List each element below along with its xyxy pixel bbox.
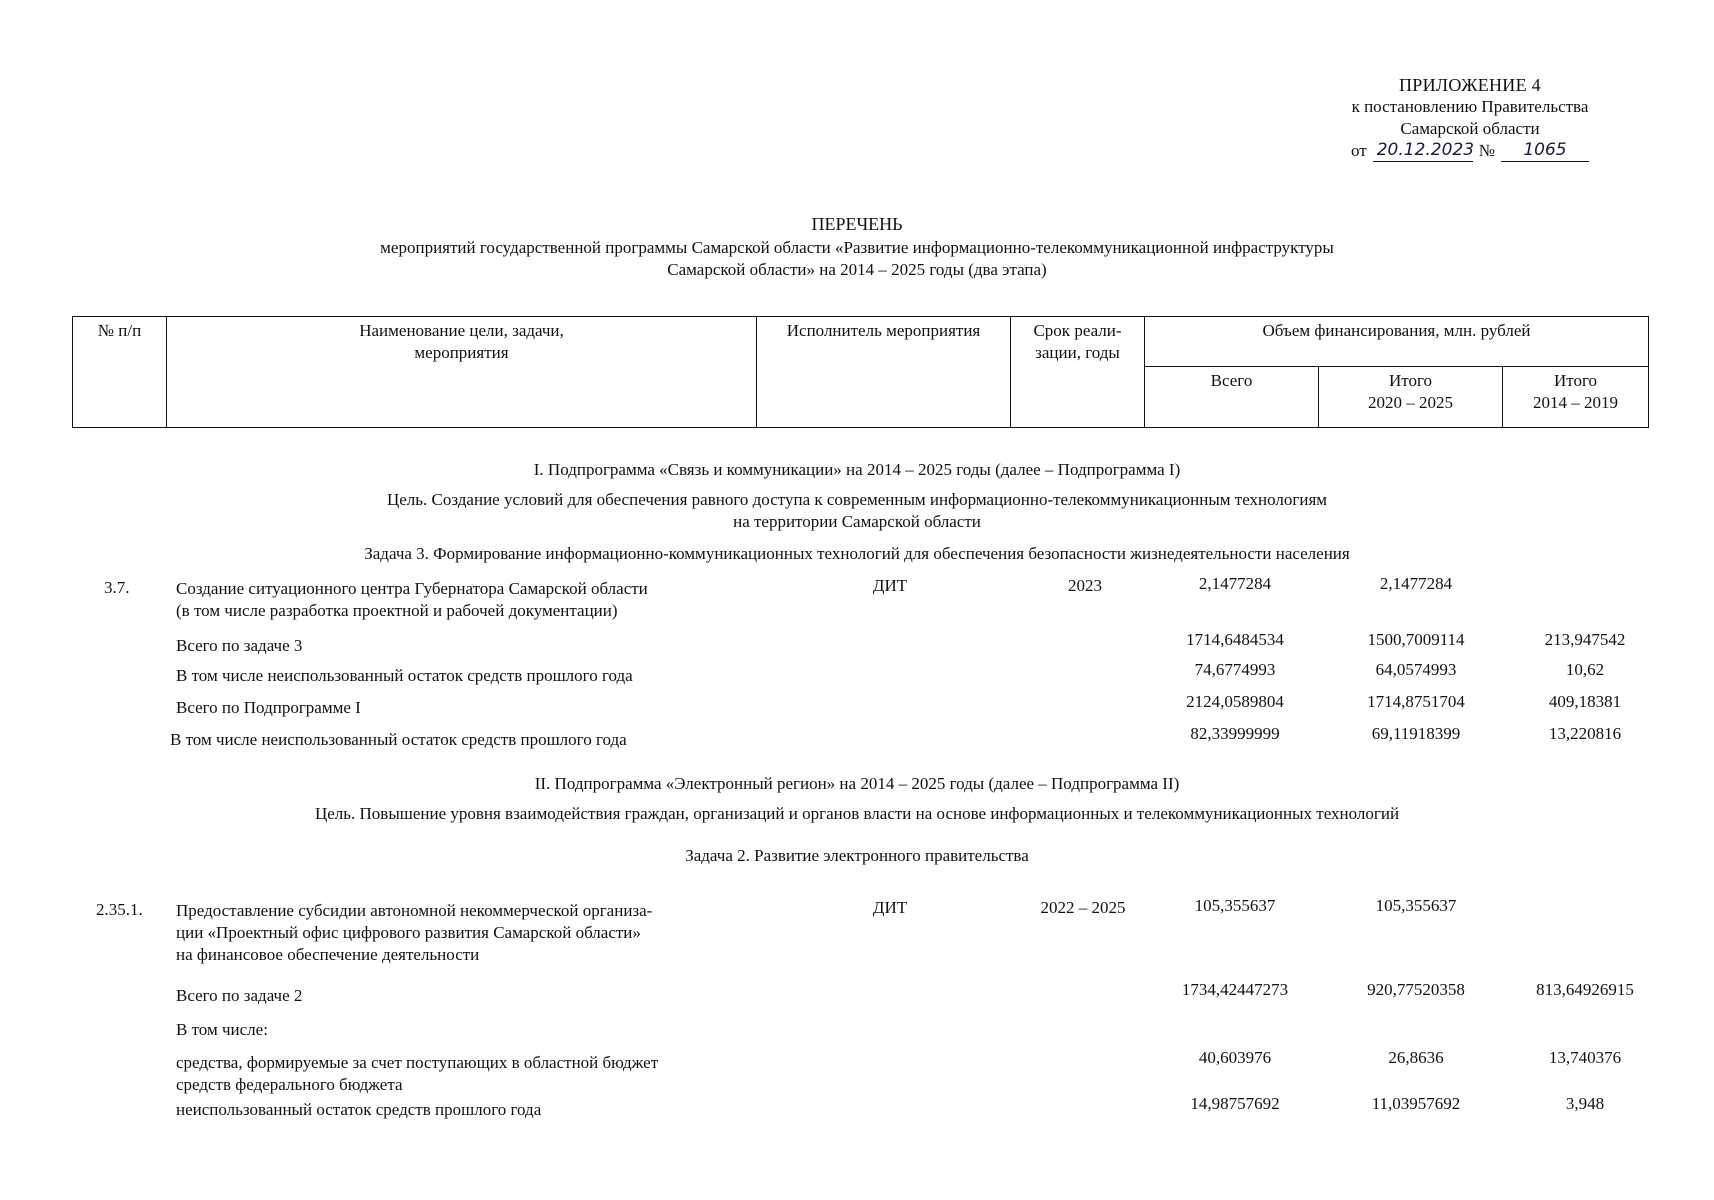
row-unused-2-total: 14,98757692	[1190, 1094, 1280, 1113]
document-title-line-2: Самарской области» на 2014 – 2025 годы (два этапа)	[667, 260, 1047, 279]
row-total-task-2-total-2020: 920,77520358	[1367, 980, 1465, 999]
row-unused-sub-1-total-2014: 13,220816	[1548, 724, 1622, 743]
row-total-sub-1-total: 2124,0589804	[1186, 692, 1284, 711]
row-federal-total: 40,603976	[1198, 1048, 1272, 1067]
header-executor: Исполнитель мероприятия	[757, 317, 1011, 428]
header-funding: Объем финансирования, млн. рублей	[1145, 317, 1649, 367]
item-3-7-total-2020: 2,1477284	[1379, 574, 1453, 593]
row-unused-3-total: 74,6774993	[1194, 660, 1276, 679]
document-title: ПЕРЕЧЕНЬ	[811, 214, 903, 234]
row-total-task-2-total-2014: 813,64926915	[1536, 980, 1634, 999]
number-label: №	[1478, 141, 1495, 160]
subprogram-2-goal: Цель. Повышение уровня взаимодействия граждан, организаций и органов власти на основе информационных и телекоммуникационных технологий	[314, 804, 1400, 823]
row-total-task-2-total: 1734,42447273	[1181, 980, 1289, 999]
from-label: от	[1351, 141, 1367, 160]
item-2-35-1-executor: ДИТ	[872, 898, 908, 917]
appendix-heading: ПРИЛОЖЕНИЕ 4	[1399, 75, 1541, 95]
subprogram-2-title: II. Подпрограмма «Электронный регион» на 2014 – 2025 годы (далее – Подпрограмма II)	[534, 774, 1180, 793]
item-2-35-1-num: 2.35.1.	[96, 900, 143, 919]
subprogram-1-title: I. Подпрограмма «Связь и коммуникации» на 2014 – 2025 годы (далее – Подпрограмма I)	[533, 460, 1181, 479]
row-total-sub-1-label: Всего по Подпрограмме I	[176, 698, 361, 717]
row-total-task-3-label: Всего по задаче 3	[176, 636, 303, 655]
row-unused-3-total-2014: 10,62	[1565, 660, 1605, 679]
document-title-line-1: мероприятий государственной программы Самарской области «Развитие информационно-телекоммуникационной инфраструктуры	[380, 238, 1334, 257]
header-total-2020: Итого 2020 – 2025	[1319, 367, 1503, 428]
item-3-7-num: 3.7.	[104, 578, 130, 597]
header-total-2014: Итого 2014 – 2019	[1503, 367, 1649, 428]
row-unused-sub-1-total: 82,33999999	[1190, 724, 1280, 743]
appendix-line-2: Самарской области	[1400, 119, 1540, 138]
subprogram-1-goal-2: на территории Самарской области	[733, 512, 981, 531]
item-2-35-1-total-2020: 105,355637	[1375, 896, 1457, 915]
appendix-block	[1300, 74, 1640, 162]
row-total-task-3-total: 1714,6484534	[1186, 630, 1284, 649]
item-3-7-executor: ДИТ	[872, 576, 908, 595]
row-federal-total-2020: 26,8636	[1388, 1048, 1444, 1067]
row-unused-3-label: В том числе неиспользованный остаток средств прошлого года	[176, 666, 633, 685]
table-header	[72, 316, 1649, 428]
header-total: Всего	[1145, 367, 1319, 428]
row-total-sub-1-total-2020: 1714,8751704	[1367, 692, 1465, 711]
item-2-35-1-name: Предоставление субсидии автономной некоммерческой организа- ции «Проектный офис цифрового развития Самарской области» на финансовое обеспечение деятельности	[176, 901, 653, 964]
row-including-label: В том числе:	[176, 1020, 268, 1039]
appendix-line-1: к постановлению Правительства	[1351, 97, 1589, 116]
row-total-sub-1-total-2014: 409,18381	[1548, 692, 1622, 711]
subprogram-1-task: Задача 3. Формирование информационно-коммуникационных технологий для обеспечения безопасности жизнедеятельности населения	[364, 544, 1350, 563]
header-num: № п/п	[73, 317, 167, 428]
handwritten-date: 20.12.2023	[1373, 140, 1473, 162]
row-unused-2-label: неиспользованный остаток средств прошлого года	[176, 1100, 542, 1119]
header-term: Срок реали- зации, годы	[1011, 317, 1145, 428]
row-unused-2-total-2020: 11,03957692	[1371, 1094, 1461, 1113]
handwritten-number: 1065	[1501, 140, 1589, 162]
header-name: Наименование цели, задачи, мероприятия	[167, 317, 757, 428]
row-unused-sub-1-total-2020: 69,11918399	[1371, 724, 1461, 743]
appendix-date-line	[1300, 140, 1640, 162]
row-unused-3-total-2020: 64,0574993	[1375, 660, 1457, 679]
row-federal-total-2014: 13,740376	[1548, 1048, 1622, 1067]
item-2-35-1-total: 105,355637	[1194, 896, 1276, 915]
row-total-task-3-total-2020: 1500,7009114	[1367, 630, 1465, 649]
item-3-7-total: 2,1477284	[1198, 574, 1272, 593]
row-federal-label: средства, формируемые за счет поступающих в областной бюджет средств федерального бюджета	[176, 1053, 659, 1094]
item-2-35-1-term: 2022 – 2025	[1040, 898, 1126, 917]
row-unused-2-total-2014: 3,948	[1565, 1094, 1605, 1113]
item-3-7-term: 2023	[1068, 576, 1102, 595]
row-total-task-2-label: Всего по задаче 2	[176, 986, 303, 1005]
subprogram-2-task: Задача 2. Развитие электронного правительства	[685, 846, 1029, 865]
item-3-7-name: Создание ситуационного центра Губернатора Самарской области (в том числе разработка проектной и рабочей документации)	[176, 579, 648, 620]
subprogram-1-goal-1: Цель. Создание условий для обеспечения равного доступа к современным информационно-телекоммуникационным технологиям	[386, 490, 1328, 509]
row-unused-sub-1-label: В том числе неиспользованный остаток средств прошлого года	[170, 730, 627, 749]
row-total-task-3-total-2014: 213,947542	[1544, 630, 1626, 649]
